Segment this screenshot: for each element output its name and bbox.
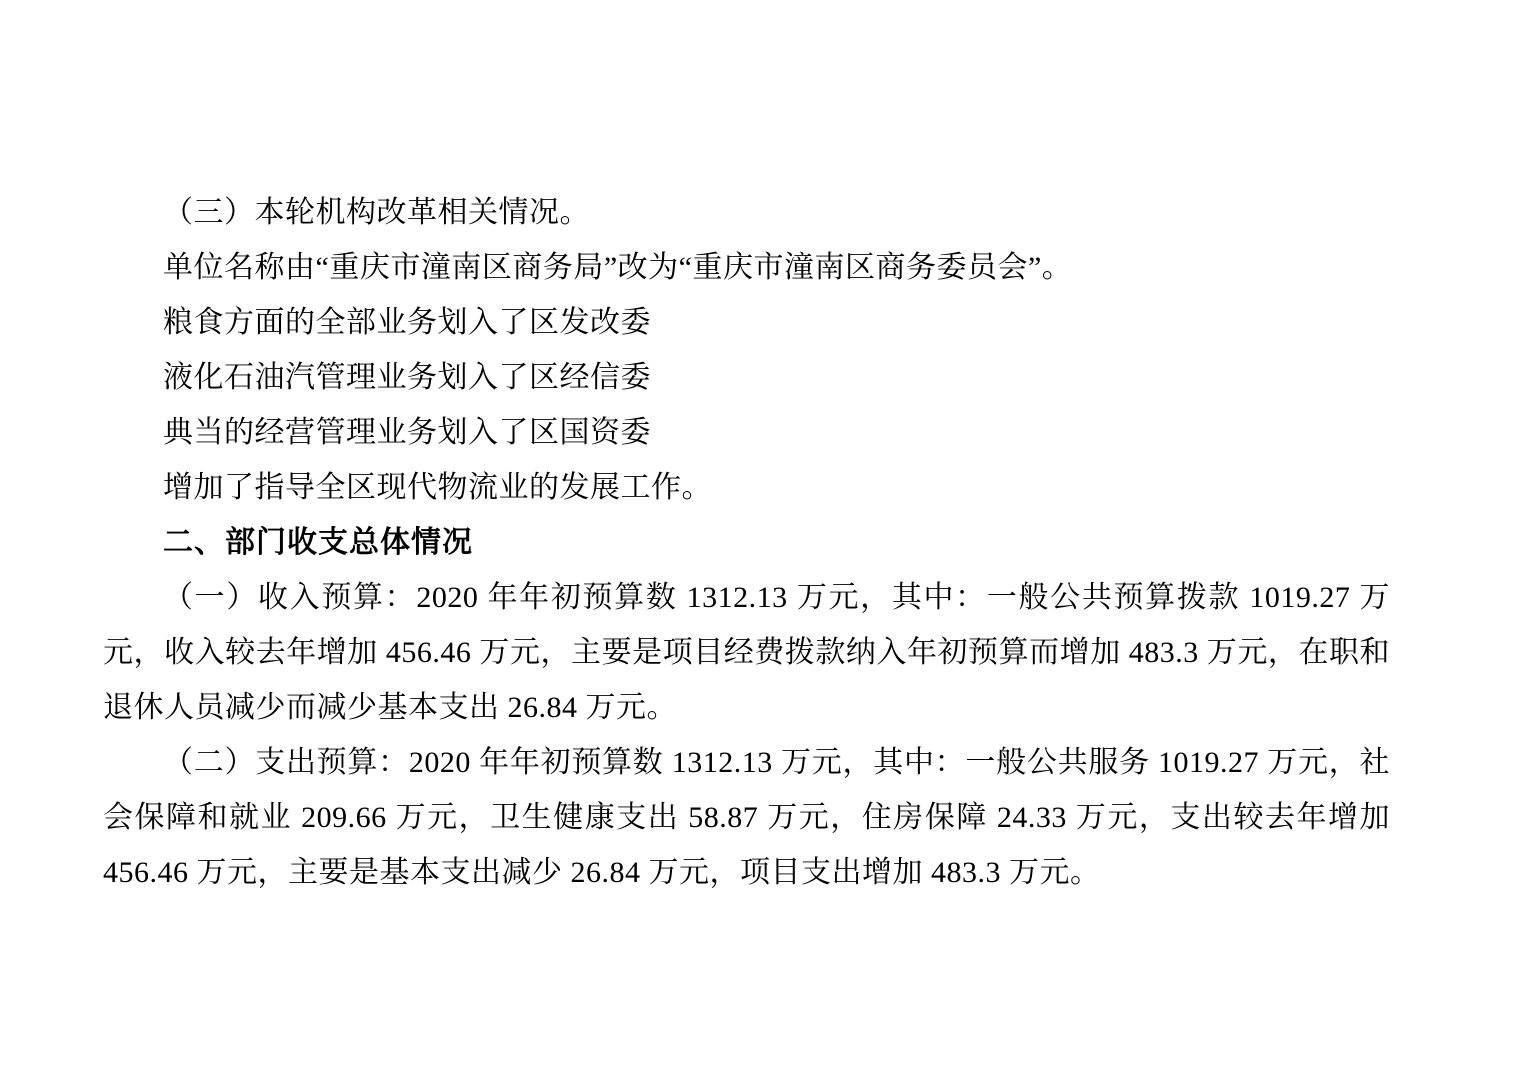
para-income-budget: （一）收入预算：2020 年年初预算数 1312.13 万元，其中：一般公共预算拨款 1019.27 万元，收入较去年增加 456.46 万元，主要是项目经费拨款纳入年初预算而增加 483.3 万元，在职和退休人员减少而减少基本支出 26.84 万元。 — [103, 581, 1390, 724]
para-logistics-addition: 增加了指导全区现代物流业的发展工作。 — [163, 471, 712, 504]
para-reform-overview: （三）本轮机构改革相关情况。 — [163, 196, 590, 229]
para-lpg-transfer: 液化石油汽管理业务划入了区经信委 — [163, 361, 651, 394]
para-expenditure-budget: （二）支出预算：2020 年年初预算数 1312.13 万元，其中：一般公共服务 1019.27 万元，社会保障和就业 209.66 万元，卫生健康支出 58.87 万元，住房保障 24.33 万元，支出较去年增加 456.46 万元，主要是基本支出减少 26.84 万元，项目支出增加 483.3 万元。 — [103, 746, 1390, 889]
para-pawn-transfer: 典当的经营管理业务划入了区国资委 — [163, 416, 651, 449]
para-grain-transfer: 粮食方面的全部业务划入了区发改委 — [163, 306, 651, 339]
section-heading-budget-overview: 二、部门收支总体情况 — [163, 526, 473, 559]
para-name-change: 单位名称由“重庆市潼南区商务局”改为“重庆市潼南区商务委员会”。 — [163, 251, 1073, 284]
